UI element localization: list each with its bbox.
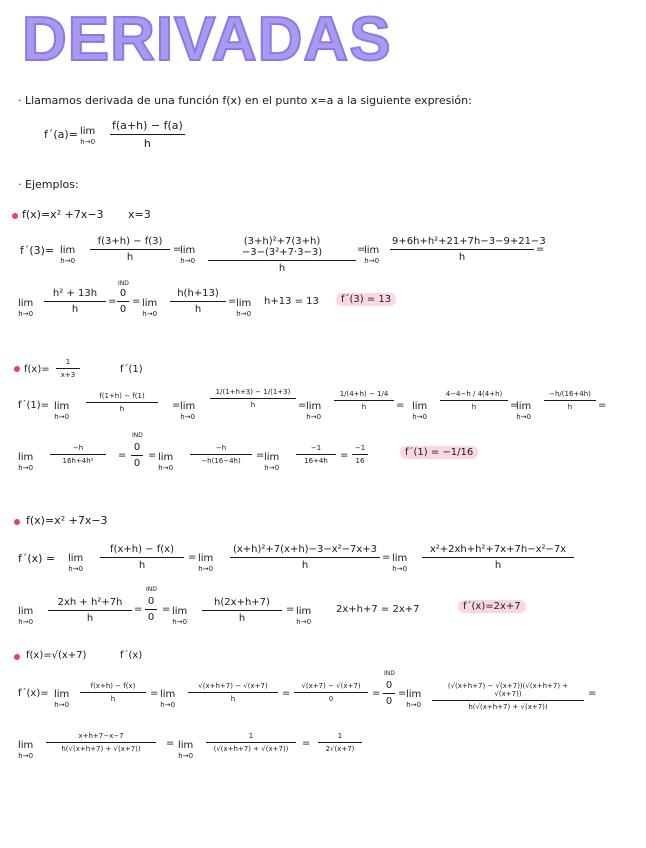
lim-sub: h→0: [80, 138, 96, 146]
lim-text: lim: [236, 298, 252, 309]
example-3-function: f(x)=x² +7x−3: [26, 514, 108, 527]
equals-sign: =: [396, 400, 405, 411]
equals-sign: =: [162, 604, 171, 615]
fraction-den: h: [119, 405, 125, 413]
intro-text: · Llamamos derivada de una función f(x) en el punto x=a a la siguiente expresión:: [18, 94, 472, 107]
fraction-den: h: [110, 695, 116, 703]
lim-text: lim: [264, 452, 280, 463]
lim-sub: h→0: [180, 413, 196, 421]
example-4-function: f(x)=√(x+7): [26, 650, 87, 661]
equals-sign: =: [166, 738, 175, 749]
example-4-fraction-1: [80, 682, 146, 703]
example-4-fraction-7: [318, 732, 362, 753]
fraction-den: h: [143, 137, 151, 150]
example-1-fraction-2: [208, 236, 356, 274]
example-2-result: f´(1) = −1/16: [400, 446, 478, 459]
lim-text: lim: [406, 689, 422, 700]
fraction-den: h: [138, 560, 146, 571]
lim-sub: h→0: [198, 565, 214, 573]
fraction-num: 2xh + h²+7h: [48, 597, 132, 611]
equals-sign: =: [134, 604, 143, 615]
page-title: DERIVADAS: [22, 5, 392, 74]
indeterminate-label: IND: [146, 586, 157, 593]
example-2-function: [56, 358, 80, 379]
example-1-point: x=3: [128, 208, 151, 221]
fraction-num: h(h+13): [170, 288, 226, 302]
equals-sign: =: [118, 450, 127, 461]
fraction-den: 16: [355, 457, 365, 465]
example-1-fraction-4: [44, 288, 106, 315]
lim-expression: [516, 401, 531, 423]
example-2-fraction-1: [86, 392, 158, 413]
lim-expression: [412, 401, 427, 423]
fraction-num: 1/(4+h) − 1/4: [334, 390, 394, 401]
fraction-den: −h(16−4h): [201, 457, 241, 465]
example-1-simplified: h+13 = 13: [264, 296, 319, 307]
equals-sign: =: [340, 450, 349, 461]
equals-sign: =: [398, 688, 407, 699]
lim-expression: [18, 452, 33, 474]
fraction-den: h: [250, 401, 256, 409]
example-2-fraction-9: [352, 444, 368, 465]
lim-expression: [68, 553, 83, 575]
example-4-fraction-5: [46, 732, 156, 753]
example-1-bullet: [12, 213, 18, 219]
lim-expression: [54, 401, 69, 423]
lim-text: lim: [54, 401, 70, 412]
lim-text: lim: [198, 553, 214, 564]
fraction-num: 0: [117, 288, 129, 302]
fraction-num: −h: [50, 444, 106, 455]
example-1-lhs: f´(3)=: [20, 244, 55, 257]
fraction-num: 0: [145, 596, 157, 610]
lim-text: lim: [18, 452, 34, 463]
lim-sub: h→0: [158, 464, 174, 472]
example-3-fraction-1: [100, 544, 184, 571]
equals-sign: =: [132, 296, 141, 307]
fraction-num: √(x+h+7) − √(x+7): [188, 682, 278, 693]
fraction-den: h: [86, 613, 94, 624]
example-2-fraction-2: [210, 388, 296, 409]
zero-over-zero: [145, 596, 157, 623]
lim-expression: [406, 689, 421, 711]
lim-expression: [142, 298, 157, 320]
example-1-fraction-3: [390, 236, 546, 263]
fraction-num: f(x+h) − f(x): [100, 544, 184, 558]
equals-sign: =: [510, 400, 519, 411]
lim-text: lim: [180, 401, 196, 412]
lim-text: lim: [18, 606, 34, 617]
example-4-fraction-2: [188, 682, 278, 703]
fraction-den: h: [458, 252, 466, 263]
lim-sub: h→0: [160, 701, 176, 709]
lim-sub: h→0: [142, 310, 158, 318]
fraction-den: 2√(x+7): [325, 745, 355, 753]
fraction-den: h: [471, 403, 477, 411]
fraction-den: h: [194, 304, 202, 315]
example-2-fraction-3: [334, 390, 394, 411]
example-2-fraction-5: [544, 390, 596, 411]
lim-expression: [392, 553, 407, 575]
lim-expression: [60, 245, 75, 267]
lim-sub: h→0: [18, 618, 34, 626]
fraction-num: 0: [383, 680, 395, 694]
lim-text: lim: [68, 553, 84, 564]
equals-sign: =: [188, 552, 197, 563]
fraction-num: x²+2xh+h²+7x+7h−x²−7x: [422, 544, 574, 558]
equals-sign: =: [357, 244, 366, 255]
lim-expression: [306, 401, 321, 423]
equals-sign: =: [286, 604, 295, 615]
fraction-num: −1: [352, 444, 368, 455]
equals-sign: =: [588, 688, 597, 699]
fraction-num: 1/(1+h+3) − 1/(1+3): [210, 388, 296, 399]
equals-sign: =: [298, 400, 307, 411]
fraction-num: 1: [56, 358, 80, 369]
fraction-den: 16+4h: [304, 457, 328, 465]
lim-sub: h→0: [516, 413, 532, 421]
lim-expression: [172, 606, 187, 628]
example-2-fraction-7: [190, 444, 252, 465]
fraction-num: f(x+h) − f(x): [80, 682, 146, 693]
example-2-bullet: [14, 366, 20, 372]
example-1-fraction-1: [90, 236, 170, 263]
example-4-lhs: f´(x)=: [18, 688, 49, 699]
lim-sub: h→0: [54, 413, 70, 421]
example-1-function: f(x)=x² +7x−3: [22, 208, 104, 221]
lim-sub: h→0: [180, 257, 196, 265]
lim-expression: [158, 452, 173, 474]
example-4-fraction-6: [206, 732, 296, 753]
lim-expression: [18, 298, 33, 320]
fraction-num: 9+6h+h²+21+7h−3−9+21−3: [390, 236, 534, 250]
example-1-result: f´(3) = 13: [336, 293, 396, 306]
definition-lhs: f´(a)=: [44, 128, 78, 141]
definition-lim: [80, 126, 95, 148]
equals-sign: =: [148, 450, 157, 461]
lim-text: lim: [296, 606, 312, 617]
fraction-den: h: [361, 403, 367, 411]
lim-expression: [264, 452, 279, 474]
fraction-den: x+3: [60, 371, 76, 379]
fraction-den: h: [238, 613, 246, 624]
lim-expression: [18, 606, 33, 628]
lim-text: lim: [306, 401, 322, 412]
lim-expression: [180, 401, 195, 423]
fraction-den: 0: [328, 695, 334, 703]
fraction-den: h: [494, 560, 502, 571]
fraction-den: (√(x+h+7) + √(x+7)): [213, 745, 289, 753]
lim-text: lim: [172, 606, 188, 617]
example-3-bullet: [14, 519, 20, 525]
fraction-num: 0: [131, 442, 143, 456]
fraction-den: 0: [385, 696, 393, 707]
indeterminate-label: IND: [384, 670, 395, 677]
fraction-den: 0: [119, 304, 127, 315]
zero-over-zero: [383, 680, 395, 707]
fraction-num: x+h+7−x−7: [46, 732, 156, 743]
fraction-num: √(x+7) − √(x+7): [294, 682, 368, 693]
lim-text: lim: [516, 401, 532, 412]
equals-sign: =: [150, 688, 159, 699]
example-2-fraction-6: [50, 444, 106, 465]
example-2-fraction-8: [296, 444, 336, 465]
fraction-den: h: [567, 403, 573, 411]
lim-text: lim: [54, 689, 70, 700]
fraction-num: −h/(16+4h): [544, 390, 596, 401]
example-3-lhs: f´(x) =: [18, 552, 56, 565]
fraction-den: h: [71, 304, 79, 315]
equals-sign: =: [282, 688, 291, 699]
example-3-fraction-3: [422, 544, 574, 571]
example-2-fraction-4: [440, 390, 508, 411]
lim-expression: [160, 689, 175, 711]
lim-sub: h→0: [364, 257, 380, 265]
lim-text: lim: [412, 401, 428, 412]
lim-sub: h→0: [172, 618, 188, 626]
equals-sign: =: [108, 296, 117, 307]
example-2-lhs: f´(1)=: [18, 400, 50, 411]
example-1-fraction-5: [170, 288, 226, 315]
fraction-den: h(√(x+h+7) + √(x+7)): [61, 745, 141, 753]
lim-sub: h→0: [18, 464, 34, 472]
examples-label: · Ejemplos:: [18, 178, 79, 191]
lim-sub: h→0: [412, 413, 428, 421]
equals-sign: =: [173, 244, 182, 255]
definition-fraction: [110, 119, 185, 150]
equals-sign: =: [256, 450, 265, 461]
lim-sub: h→0: [18, 310, 34, 318]
equals-sign: =: [372, 688, 381, 699]
example-4-bullet: [14, 654, 20, 660]
fraction-num: 4−4−h / 4(4+h): [440, 390, 508, 401]
fraction-num: (x+h)²+7(x+h)−3−x²−7x+3: [230, 544, 380, 558]
fraction-num: 1: [206, 732, 296, 743]
lim-sub: h→0: [178, 752, 194, 760]
lim-expression: [178, 740, 193, 762]
lim-sub: h→0: [406, 701, 422, 709]
indeterminate-label: IND: [132, 432, 143, 439]
example-3-simplified: 2x+h+7 = 2x+7: [336, 604, 420, 615]
indeterminate-label: IND: [118, 280, 129, 287]
lim-expression: [54, 689, 69, 711]
fraction-den: h: [126, 252, 134, 263]
fraction-num: h(2x+h+7): [202, 597, 282, 611]
zero-over-zero: [117, 288, 129, 315]
lim-text: lim: [142, 298, 158, 309]
lim-sub: h→0: [18, 752, 34, 760]
lim-text: lim: [160, 689, 176, 700]
fraction-den: h(√(x+h+7) + √(x+7)): [468, 703, 548, 711]
lim-expression: [296, 606, 311, 628]
lim-sub: h→0: [54, 701, 70, 709]
lim-text: lim: [180, 245, 196, 256]
fraction-den: h: [278, 263, 286, 274]
equals-sign: =: [228, 296, 237, 307]
equals-sign: =: [598, 400, 607, 411]
lim-sub: h→0: [60, 257, 76, 265]
fraction-num: (3+h)²+7(3+h)−3−(3²+7·3−3): [208, 236, 356, 261]
lim-expression: [364, 245, 379, 267]
lim-expression: [236, 298, 251, 320]
fraction-num: f(3+h) − f(3): [90, 236, 170, 250]
lim-sub: h→0: [264, 464, 280, 472]
example-2-target: f´(1): [120, 364, 143, 375]
fraction-den: 16h+4h²: [62, 457, 94, 465]
example-3-fraction-4: [48, 597, 132, 624]
fraction-num: f(1+h) − f(1): [86, 392, 158, 403]
lim-sub: h→0: [236, 310, 252, 318]
equals-sign: =: [382, 552, 391, 563]
equals-sign: =: [536, 244, 545, 255]
equals-sign: =: [172, 400, 181, 411]
lim-expression: [18, 740, 33, 762]
lim-sub: h→0: [392, 565, 408, 573]
lim-text: lim: [364, 245, 380, 256]
fraction-den: 0: [147, 612, 155, 623]
example-3-fraction-2: [230, 544, 380, 571]
lim-expression: [198, 553, 213, 575]
equals-sign: =: [302, 738, 311, 749]
lim-sub: h→0: [306, 413, 322, 421]
fraction-den: 0: [133, 458, 141, 469]
lim-text: lim: [18, 298, 34, 309]
lim-expression: [180, 245, 195, 267]
example-3-fraction-5: [202, 597, 282, 624]
lim-sub: h→0: [68, 565, 84, 573]
lim-sub: h→0: [296, 618, 312, 626]
lim-text: lim: [60, 245, 76, 256]
zero-over-zero: [131, 442, 143, 469]
lim-text: lim: [18, 740, 34, 751]
example-4-target: f´(x): [120, 650, 143, 661]
fraction-num: −h: [190, 444, 252, 455]
fraction-num: (√(x+h+7) − √(x+7))(√(x+h+7) + √(x+7)): [432, 682, 584, 701]
example-4-fraction-4: [432, 682, 584, 711]
example-4-fraction-3: [294, 682, 368, 703]
lim-text: lim: [392, 553, 408, 564]
fraction-den: h: [230, 695, 236, 703]
fraction-den: h: [301, 560, 309, 571]
fraction-num: f(a+h) − f(a): [110, 119, 185, 135]
example-2-func-lhs: f(x)=: [24, 364, 50, 375]
fraction-num: −1: [296, 444, 336, 455]
lim-text: lim: [80, 126, 96, 137]
fraction-num: h² + 13h: [44, 288, 106, 302]
example-3-result: f´(x)=2x+7: [458, 600, 526, 613]
lim-text: lim: [158, 452, 174, 463]
fraction-num: 1: [318, 732, 362, 743]
lim-text: lim: [178, 740, 194, 751]
